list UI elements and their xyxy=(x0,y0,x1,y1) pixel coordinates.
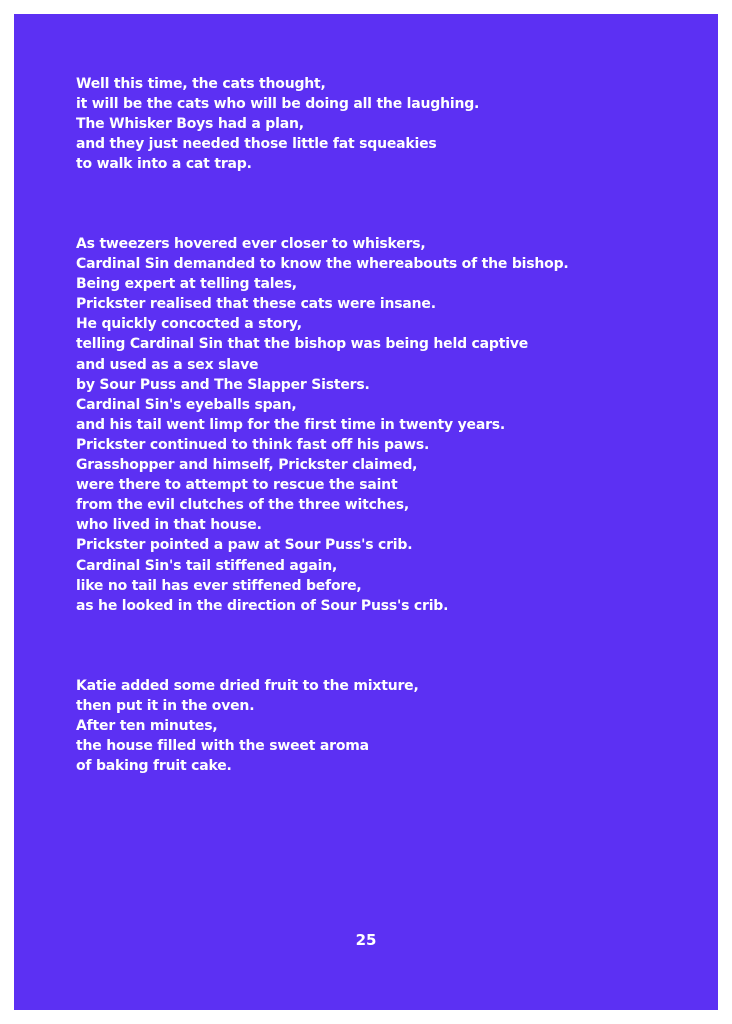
text-line: As tweezers hovered ever closer to whiskers, xyxy=(76,236,426,252)
text-line: Cardinal Sin's eyeballs span, xyxy=(76,396,297,413)
text-line: Well this time, the cats thought, xyxy=(76,76,326,92)
book-page xyxy=(14,14,718,1010)
text-line: After ten minutes, xyxy=(76,718,218,735)
text-line: He quickly concocted a story, xyxy=(76,316,302,333)
text-line: like no tail has ever stiffened before, xyxy=(76,577,362,594)
text-line: Prickster continued to think fast off his paws. xyxy=(76,436,430,453)
text-line: then put it in the oven. xyxy=(76,698,255,715)
text-line: and they just needed those little fat squeakies xyxy=(76,136,437,153)
text-line: as he looked in the direction of Sour Puss's crib. xyxy=(76,597,449,614)
text-line: Grasshopper and himself, Prickster claimed, xyxy=(76,457,418,474)
text-line: Cardinal Sin demanded to know the whereabouts of the bishop. xyxy=(76,256,569,273)
text-line: of baking fruit cake. xyxy=(76,758,232,775)
text-line: Prickster realised that these cats were insane. xyxy=(76,296,436,313)
paragraph-3 xyxy=(76,676,419,776)
text-line: The Whisker Boys had a plan, xyxy=(76,116,304,133)
text-line: who lived in that house. xyxy=(76,517,262,534)
page-number: 25 xyxy=(355,931,377,949)
text-line: it will be the cats who will be doing all the laughing. xyxy=(76,96,480,113)
text-line: Being expert at telling tales, xyxy=(76,276,297,293)
text-line: were there to attempt to rescue the saint xyxy=(76,477,398,494)
text-line: Katie added some dried fruit to the mixture, xyxy=(76,678,419,694)
text-line: and used as a sex slave xyxy=(76,356,259,373)
text-line: the house filled with the sweet aroma xyxy=(76,738,369,755)
paragraph-2 xyxy=(76,234,569,616)
text-line: Cardinal Sin's tail stiffened again, xyxy=(76,557,338,574)
text-line: telling Cardinal Sin that the bishop was being held captive xyxy=(76,336,529,353)
text-line: Prickster pointed a paw at Sour Puss's crib. xyxy=(76,537,413,554)
paragraph-1 xyxy=(76,74,479,174)
text-line: from the evil clutches of the three witches, xyxy=(76,497,409,514)
text-line: by Sour Puss and The Slapper Sisters. xyxy=(76,376,370,393)
text-line: to walk into a cat trap. xyxy=(76,156,252,173)
text-line: and his tail went limp for the first time in twenty years. xyxy=(76,416,506,433)
